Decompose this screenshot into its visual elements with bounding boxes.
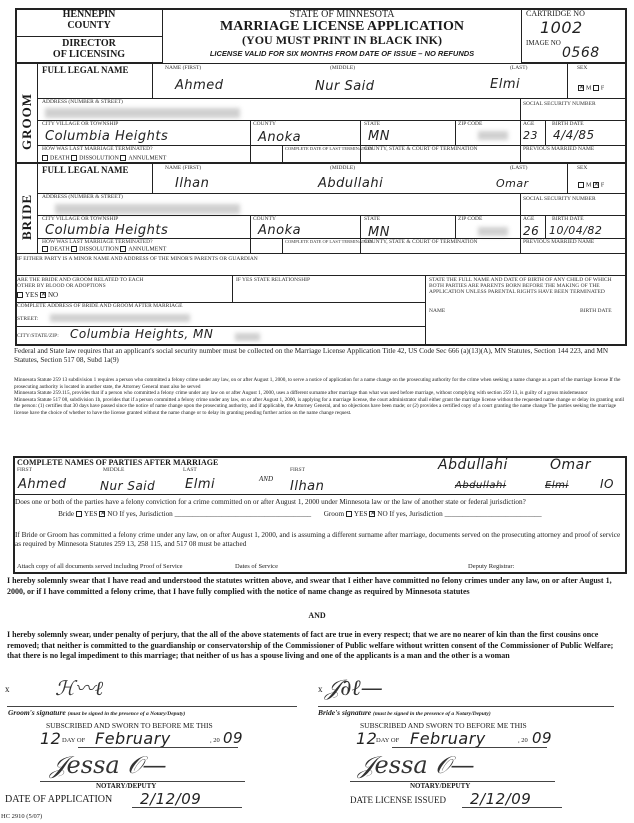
header-county-line2: COUNTY bbox=[67, 20, 111, 31]
labels-ssn: SOCIAL SECURITY NUMBER bbox=[523, 101, 596, 107]
bride-last-crossed: Elmi bbox=[545, 480, 569, 491]
bride-age[interactable]: 26 bbox=[523, 224, 540, 238]
labels-annulment: ANNULMENT bbox=[128, 246, 167, 253]
notary-right-notary: NOTARY/DEPUTY bbox=[410, 782, 471, 790]
form-rule-line bbox=[545, 120, 546, 145]
groom-signature-label bbox=[8, 708, 185, 717]
groom-state[interactable]: MN bbox=[368, 129, 390, 144]
checkbox[interactable] bbox=[42, 155, 48, 161]
after-address-label: COMPLETE ADDRESS OF BRIDE AND GROOM AFTER MARRIAGE bbox=[17, 303, 183, 309]
correction-initials: IO bbox=[600, 477, 614, 491]
labels-court: COUNTY, STATE & COURT OF TERMINATION bbox=[364, 146, 478, 152]
image-number: 0568 bbox=[562, 45, 600, 61]
form-rule-line bbox=[392, 747, 547, 748]
groom-after-middle[interactable]: Nur Said bbox=[100, 479, 156, 493]
form-rule-line bbox=[152, 63, 153, 98]
checkbox[interactable] bbox=[42, 246, 48, 252]
checkbox[interactable] bbox=[346, 511, 352, 517]
form-rule-line bbox=[360, 120, 361, 163]
labels-ssn: SOCIAL SECURITY NUMBER bbox=[523, 196, 596, 202]
felony-question: Does one or both of the parties have a felony conviction for a crime committed on or after August 1, 2000 under Minnesota law or the law of another state or federal jurisdiction? Bride YES ✕ NO If yes, Jurisdiction ______________________________________ Groom YES ✕ NO If yes, Jurisdiction ___________________________ bbox=[15, 498, 542, 518]
labels-annulment: ANNULMENT bbox=[128, 155, 167, 162]
notary-right-date-label: DATE LICENSE ISSUED bbox=[350, 795, 446, 805]
after-street-redacted bbox=[50, 314, 190, 322]
labels-last: (LAST) bbox=[510, 65, 528, 71]
form-rule-line bbox=[455, 215, 456, 238]
notary-left-sworn: SUBSCRIBED AND SWORN TO BEFORE ME THIS bbox=[46, 721, 213, 730]
bride-termination-options[interactable] bbox=[42, 246, 166, 252]
labels-first: NAME (FIRST) bbox=[165, 65, 202, 71]
related-no: NO bbox=[47, 291, 59, 299]
header-state: STATE OF MINNESOTA bbox=[289, 9, 395, 20]
cartridge-number: 1002 bbox=[540, 18, 583, 37]
oath-perjury: I hereby solemnly swear, under penalty of perjury, that the all of the above statements of fact are true in every respect; that we are no nearer of kin than the first cousins once removed; that neither is committed to the guardianship or conservatorship of the Commissioner of Public welfare without written consent of the Commissioner of Public Welfare; that there is no legal impediment to this marriage; that neither of us has a spouse living and one of the applicants is a man and the other is a woman bbox=[7, 630, 614, 660]
notary-left-year: 09 bbox=[223, 729, 244, 747]
felony-yes: YES bbox=[353, 510, 368, 518]
groom-county[interactable]: Anoka bbox=[258, 130, 302, 145]
statute3: Minnesota Statute 517 08, subdivision 1b, provides that if a person committed a felony crime under any law, on or after August 1, 2000, is applying for a marriage license, the court administrator shall either grant the marriage license without the requested name change or delay its granting until the person: (1) certifies that 30 days have passed since the notice of name change upon the prosecuting authority, and if applicable, the Attorney General, and no objections have been made; or (2) provides a certified copy of a court granting the name change The parties seeking the marriage license have the choice of whether to have the license granted without the name change or to delay its granting pending further action on the name change request. bbox=[14, 396, 625, 416]
labels-county: COUNTY bbox=[253, 121, 276, 127]
form-rule-line bbox=[360, 215, 361, 254]
bride-state[interactable]: MN bbox=[368, 225, 390, 240]
after-names-title: COMPLETE NAMES OF PARTIES AFTER MARRIAGE bbox=[17, 458, 219, 467]
checkbox[interactable] bbox=[578, 182, 584, 188]
related-yes: YES bbox=[25, 291, 39, 299]
notary-right-sworn: SUBSCRIBED AND SWORN TO BEFORE ME THIS bbox=[360, 721, 527, 730]
checkbox[interactable] bbox=[17, 292, 23, 298]
form-id: HC 2910 (5/07) bbox=[1, 813, 43, 820]
form-rule-line bbox=[318, 706, 614, 707]
labels-age: AGE bbox=[523, 216, 535, 222]
notary-left-day-of: DAY OF bbox=[62, 737, 86, 744]
bride-after-middle-correction[interactable]: Abdullahi bbox=[438, 457, 508, 473]
felony-deputy: Deputy Registrar: bbox=[468, 563, 515, 570]
form-rule-line bbox=[520, 215, 521, 254]
header-director-line2: OF LICENSING bbox=[52, 49, 126, 60]
bride-sex-checkboxes[interactable] bbox=[578, 182, 604, 188]
after-address-street: STREET: bbox=[17, 316, 39, 322]
bride-zip-redacted bbox=[478, 227, 508, 236]
form-rule-line bbox=[462, 807, 562, 808]
groom-after-first[interactable]: Ahmed bbox=[18, 477, 67, 492]
notary-right-year-prefix: , 20 bbox=[518, 737, 528, 744]
checkbox[interactable]: ✕ bbox=[370, 511, 376, 518]
notary-right-day: 12 bbox=[356, 729, 378, 748]
felony-dates: Dates of Service bbox=[235, 563, 278, 570]
checkbox[interactable] bbox=[71, 155, 77, 161]
form-rule-line bbox=[152, 163, 153, 193]
after-names-first: FIRST bbox=[290, 467, 305, 473]
form-rule-line bbox=[15, 275, 627, 276]
labels-city: CITY VILLAGE OR TOWNSHIP bbox=[42, 216, 119, 222]
form-rule-line bbox=[425, 275, 426, 346]
minor-guardian-label: IF EITHER PARTY IS A MINOR NAME AND ADDRESS OF THE MINOR'S PARENTS OR GUARDIAN bbox=[17, 256, 258, 262]
signatures-bride-label: Bride's signature bbox=[318, 708, 372, 717]
labels-address: ADDRESS (NUMBER & STREET) bbox=[42, 99, 123, 105]
notary-left-notary: NOTARY/DEPUTY bbox=[96, 782, 157, 790]
labels-middle: (MIDDLE) bbox=[330, 65, 356, 71]
signatures-x: x bbox=[5, 684, 10, 694]
statute2: Minnesota Statute 259.115, provides that if a person who committed a felony crime under any law on or after August 1, 2000, uses a different surname after marriage than what was used before marriage, without complying with section 259 13, is guilty of a gross misdemeanor bbox=[14, 390, 588, 396]
header-validity: LICENSE VALID FOR SIX MONTHS FROM DATE OF ISSUE – NO REFUNDS bbox=[209, 49, 475, 58]
labels-prev-name: PREVIOUS MARRIED NAME bbox=[523, 146, 595, 152]
related-checkboxes[interactable] bbox=[17, 291, 58, 299]
notary-left-date-label: DATE OF APPLICATION bbox=[5, 794, 113, 805]
form-rule-line bbox=[282, 145, 283, 163]
bride-birth-date[interactable]: 10/04/82 bbox=[549, 224, 603, 237]
notary-right-year: 09 bbox=[532, 729, 553, 747]
groom-section-label: GROOM bbox=[19, 93, 34, 150]
notary-left-signature: 𝒥essa 𝒪— bbox=[50, 751, 167, 779]
date-license-issued[interactable]: 2/12/09 bbox=[470, 790, 532, 808]
after-names-last: LAST bbox=[183, 467, 197, 473]
groom-age[interactable]: 23 bbox=[523, 129, 538, 142]
form-rule-line bbox=[7, 706, 297, 707]
groom-middle-name[interactable]: Nur Said bbox=[315, 79, 375, 94]
labels-f: F bbox=[600, 85, 605, 92]
checkbox[interactable]: ✕ bbox=[100, 511, 106, 518]
labels-dissolution: DISSOLUTION bbox=[79, 155, 119, 162]
labels-sex: SEX bbox=[577, 65, 588, 71]
after-zip-redacted bbox=[235, 333, 260, 341]
labels-birth: BIRTH DATE bbox=[552, 216, 584, 222]
signatures-groom-label: Groom's signature bbox=[8, 708, 66, 717]
labels-county: COUNTY bbox=[253, 216, 276, 222]
form-rule-line bbox=[520, 98, 521, 120]
full-legal-name-label: FULL LEGAL NAME bbox=[42, 65, 129, 75]
labels-court: COUNTY, STATE & COURT OF TERMINATION bbox=[364, 239, 478, 245]
child-name: NAME bbox=[429, 308, 446, 314]
form-rule-line bbox=[232, 275, 233, 302]
statute-notices bbox=[14, 377, 629, 416]
bride-city[interactable]: Columbia Heights bbox=[45, 223, 169, 238]
bride-address-redacted bbox=[55, 204, 240, 214]
form-rule-line bbox=[520, 193, 521, 215]
bride-county[interactable]: Anoka bbox=[258, 223, 302, 238]
and-label: AND bbox=[308, 611, 326, 620]
divider bbox=[15, 36, 163, 37]
after-city[interactable]: Columbia Heights, MN bbox=[70, 327, 214, 341]
felony-jurisdiction: If yes, Jurisdiction bbox=[389, 510, 443, 518]
surname-notice: If Bride or Groom has committed a felony crime under any law, on or after August 1, 2000, and is assuming a different surname after marriage, documents served on the prosecuting attorney and proof of service as required by Minnesota Statutes 259 13, 258 115, and 517 08 must be attached bbox=[15, 531, 621, 548]
form-rule-line bbox=[37, 215, 627, 216]
statute1: Minnesota Statute 259 13 subdivision 1 requires a person who committed a felony crime under any law, on or after August 1, 2000, to serve a notice of application for a name change on the prosecuting authority for the crime when seeking a name change as a part of the marriage license If the prosecuting authority is located in another state, the Attorney General must also be served bbox=[14, 377, 621, 390]
form-rule-line bbox=[455, 120, 456, 145]
groom-last-name[interactable]: Elmi bbox=[490, 77, 521, 92]
director-label bbox=[15, 38, 163, 60]
signatures-note: (must be signed in the presence of a Notary/Deputy) bbox=[373, 711, 491, 717]
bride-section-label: BRIDE bbox=[19, 193, 34, 240]
form-rule-line bbox=[13, 494, 627, 495]
labels-m: M bbox=[586, 85, 592, 92]
notary-right-month[interactable]: February bbox=[410, 729, 486, 748]
felony-bride: Bride bbox=[58, 510, 75, 518]
related-relationship-label: IF YES STATE RELATIONSHIP bbox=[236, 277, 311, 283]
federal-law-notice: Federal and State law requires that an applicant's social security number must be collected on the Marriage License Application Title 42, US Code Sec 666 (a)(13)(A), MN Statutes, Section 144 223, and MN Statutes, Section 517 08, Subd 1a(9) bbox=[14, 347, 609, 364]
labels-state: STATE bbox=[364, 121, 381, 127]
form-rule-line bbox=[250, 215, 251, 254]
form-rule-line bbox=[545, 215, 546, 238]
bride-after-last-correction[interactable]: Omar bbox=[550, 457, 591, 473]
form-rule-line bbox=[250, 120, 251, 163]
checkbox[interactable] bbox=[593, 85, 599, 91]
labels-death: DEATH bbox=[50, 246, 70, 253]
image-label: IMAGE NO bbox=[526, 39, 561, 47]
cartridge-label: CARTRIDGE NO bbox=[526, 9, 585, 18]
felony-no: NO bbox=[107, 510, 118, 518]
labels-address: ADDRESS (NUMBER & STREET) bbox=[42, 194, 123, 200]
bride-signature-label bbox=[318, 708, 491, 717]
checkbox[interactable]: ✕ bbox=[579, 85, 585, 91]
groom-sex-checkboxes[interactable] bbox=[578, 85, 604, 91]
felony-jurisdiction: If yes, Jurisdiction bbox=[119, 510, 173, 518]
header-director-line1: DIRECTOR bbox=[62, 38, 116, 49]
form-rule-line bbox=[132, 807, 242, 808]
form-rule-line bbox=[520, 120, 521, 163]
labels-zip: ZIP CODE bbox=[458, 216, 483, 222]
groom-termination-options[interactable] bbox=[42, 155, 166, 161]
form-rule-line bbox=[567, 163, 568, 193]
checkbox[interactable] bbox=[76, 511, 82, 517]
groom-address-redacted bbox=[45, 108, 240, 118]
labels-full-legal-name: FULL LEGAL NAME bbox=[42, 165, 129, 175]
form-rule-line bbox=[282, 238, 283, 254]
labels-middle: (MIDDLE) bbox=[330, 165, 356, 171]
checkbox[interactable] bbox=[120, 246, 126, 252]
notary-right-signature: 𝒥essa 𝒪— bbox=[358, 751, 475, 779]
form-rule-line bbox=[78, 747, 238, 748]
header-title: MARRIAGE LICENSE APPLICATION bbox=[220, 19, 464, 34]
notary-right-day-of: DAY OF bbox=[376, 737, 400, 744]
labels-first: NAME (FIRST) bbox=[165, 165, 202, 171]
child-birth: BIRTH DATE bbox=[580, 308, 612, 314]
labels-birth: BIRTH DATE bbox=[552, 121, 584, 127]
form-rule-line bbox=[37, 120, 627, 121]
labels-m: M bbox=[586, 182, 592, 189]
groom-signature[interactable]: ℋ〰ℓ bbox=[55, 676, 104, 700]
title-block bbox=[163, 9, 521, 58]
labels-how-terminated: HOW WAS LAST MARRIAGE TERMINATED? bbox=[42, 146, 153, 152]
form-rule-line bbox=[37, 193, 627, 194]
labels-state: STATE bbox=[364, 216, 381, 222]
header-subtitle: (YOU MUST PRINT IN BLACK INK) bbox=[242, 33, 442, 47]
labels-sex: SEX bbox=[577, 165, 588, 171]
checkbox[interactable]: ✕ bbox=[40, 292, 47, 299]
felony-groom: Groom bbox=[323, 510, 345, 518]
checkbox[interactable] bbox=[120, 155, 126, 161]
bride-first-name[interactable]: Ilhan bbox=[175, 176, 210, 191]
bride-signature[interactable]: 𝒥∂ℓ— bbox=[325, 676, 383, 701]
header-county-line1: HENNEPIN bbox=[62, 9, 116, 20]
date-of-application[interactable]: 2/12/09 bbox=[140, 790, 202, 808]
after-address-citystatezip: CITY/STATE/ZIP: bbox=[17, 333, 59, 339]
signatures-note: (must be signed in the presence of a Notary/Deputy) bbox=[67, 711, 186, 717]
groom-zip-redacted bbox=[478, 131, 508, 140]
felony-yes: YES bbox=[83, 510, 98, 518]
labels-age: AGE bbox=[523, 121, 535, 127]
signatures-x: x bbox=[318, 684, 323, 694]
labels-prev-name: PREVIOUS MARRIED NAME bbox=[523, 239, 595, 245]
labels-city: CITY VILLAGE OR TOWNSHIP bbox=[42, 121, 119, 127]
groom-birth-date[interactable]: 4/4/85 bbox=[553, 128, 595, 142]
labels-last: (LAST) bbox=[510, 165, 528, 171]
child-label: STATE THE FULL NAME AND DATE OF BIRTH OF ANY CHILD OF WHICH BOTH PARTIES ARE PARENTS BORN BEFORE THE MAKING OF THE APPLICATION UNLESS PARENTAL RIGHTS HAVE BEEN TERMINATED bbox=[429, 277, 612, 295]
labels-dissolution: DISSOLUTION bbox=[79, 246, 119, 253]
felony-attach: Attach copy of all documents served including Proof of Service bbox=[17, 563, 183, 570]
bride-last-name[interactable]: Omar bbox=[496, 177, 529, 190]
groom-after-last[interactable]: Elmi bbox=[185, 477, 216, 492]
notary-left-day: 12 bbox=[40, 729, 62, 748]
bride-middle-crossed: Abdullahi bbox=[455, 480, 507, 491]
oath-statutes: I hereby solemnly swear that I have read and understood the statutes written above, and swear that I either have committed no felony crimes under any law, on or after August 1, 2000, or if I have committed a felony crime, that I have fully complied with the notice of name change as required by Minnesota statutes bbox=[7, 576, 612, 596]
labels-f: F bbox=[600, 182, 605, 189]
labels-zip: ZIP CODE bbox=[458, 121, 483, 127]
notary-left-month[interactable]: February bbox=[95, 729, 171, 748]
labels-death: DEATH bbox=[50, 155, 70, 162]
labels-how-terminated: HOW WAS LAST MARRIAGE TERMINATED? bbox=[42, 239, 153, 245]
felony-no: NO bbox=[377, 510, 388, 518]
checkbox[interactable] bbox=[71, 246, 77, 252]
after-names-and: AND bbox=[259, 475, 273, 483]
after-names-middle: MIDDLE bbox=[103, 467, 125, 473]
groom-first-name[interactable]: Ahmed bbox=[175, 78, 224, 93]
felony-question: Does one or both of the parties have a felony conviction for a crime committed on or after August 1, 2000 under Minnesota law or the law of another state or federal jurisdiction? bbox=[15, 498, 526, 506]
after-names-first: FIRST bbox=[17, 467, 32, 473]
form-rule-line bbox=[567, 63, 568, 98]
bride-middle-name[interactable]: Abdullahi bbox=[318, 176, 384, 191]
notary-left-year-prefix: , 20 bbox=[210, 737, 220, 744]
related-label: ARE THE BRIDE AND GROOM RELATED TO EACH OTHER BY BLOOD OR ADOPTIONS bbox=[17, 277, 144, 289]
checkbox[interactable]: ✕ bbox=[593, 182, 599, 188]
county-name bbox=[15, 9, 163, 31]
bride-after-first[interactable]: Ilhan bbox=[290, 479, 325, 494]
form-rule-line bbox=[37, 98, 627, 99]
groom-city[interactable]: Columbia Heights bbox=[45, 129, 169, 144]
labels-date-termination: COMPLETE DATE OF LAST TERMINATION bbox=[285, 146, 373, 151]
labels-date-termination: COMPLETE DATE OF LAST TERMINATION bbox=[285, 239, 373, 244]
